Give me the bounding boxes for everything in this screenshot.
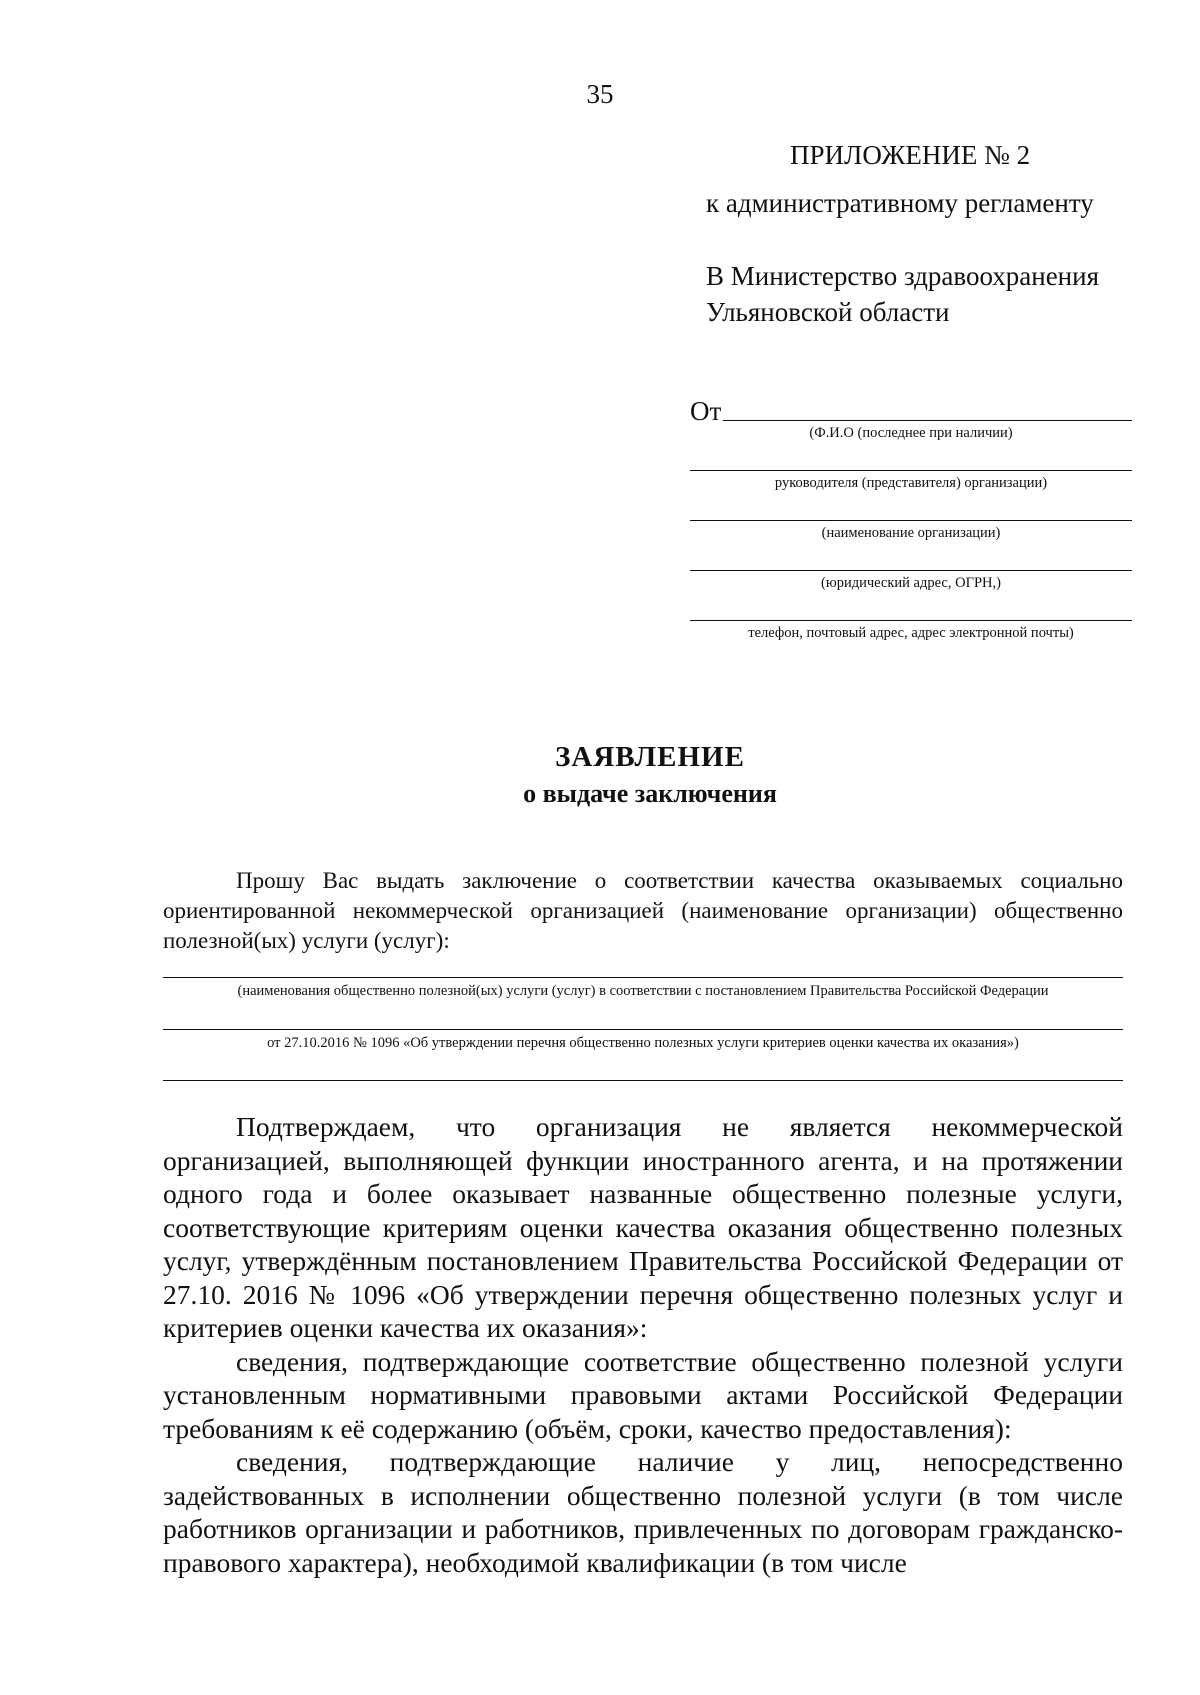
services-line-1[interactable] bbox=[163, 977, 1123, 978]
document-title: ЗАЯВЛЕНИЕ bbox=[555, 741, 745, 773]
from-org-caption: (наименование организации) bbox=[821, 525, 1001, 541]
services-caption-1: (наименования общественно полезной(ых) услуги (услуг) в соответствии с постановлением Правительства Российской Федерации bbox=[237, 983, 1049, 999]
addressee bbox=[706, 258, 1099, 330]
request-text: Прошу Вас выдать заключение о соответствии качества оказываемых социально ориентированной некоммерческой организацией (наименование организации) общественно полезной(ых) услуги (услуг): bbox=[163, 868, 1123, 953]
qualification-paragraph: сведения, подтверждающие наличие у лиц, непосредственно задействованных в исполнении общественно полезной услуги (в том числе работников организации и работников, привлеченных по договорам гражданско-правового характера), необходимой квалификации (в том числе bbox=[163, 1446, 1123, 1578]
services-line-2[interactable] bbox=[163, 1029, 1123, 1030]
from-org-line[interactable] bbox=[690, 520, 1132, 521]
services-caption-2: от 27.10.2016 № 1096 «Об утверждении перечня общественно полезных услуги критериев оценки качества их оказания») bbox=[267, 1035, 1019, 1051]
appendix-subtitle: к административному регламенту bbox=[706, 188, 1094, 218]
from-address-caption: (юридический адрес, ОГРН,) bbox=[821, 575, 1001, 591]
appendix-title: ПРИЛОЖЕНИЕ № 2 bbox=[790, 140, 1031, 170]
addressee-line-1: В Министерство здравоохранения bbox=[706, 261, 1100, 291]
from-name-line[interactable] bbox=[723, 420, 1132, 421]
from-contacts-line[interactable] bbox=[690, 620, 1132, 621]
services-line-3[interactable] bbox=[163, 1080, 1123, 1081]
from-label: От bbox=[690, 396, 722, 426]
from-contacts-caption: телефон, почтовый адрес, адрес электронной почты) bbox=[748, 625, 1074, 641]
confirmation-body bbox=[163, 1110, 1123, 1579]
service-info-paragraph: сведения, подтверждающие соответствие общественно полезной услуги установленным нормативными правовыми актами Российской Федерации требованиям к её содержанию (объём, сроки, качество предоставления): bbox=[163, 1345, 1123, 1444]
request-paragraph bbox=[163, 866, 1123, 956]
from-name-caption: (Ф.И.О (последнее при наличии) bbox=[809, 425, 1013, 441]
document-subtitle: о выдаче заключения bbox=[523, 779, 777, 808]
addressee-line-2: Ульяновской области bbox=[706, 297, 950, 327]
from-position-caption: руководителя (представителя) организации) bbox=[774, 475, 1048, 491]
from-address-line[interactable] bbox=[690, 570, 1132, 571]
confirmation-paragraph: Подтверждаем, что организация не является некоммерческой организацией, выполняющей функции иностранного агента, и на протяжении одного года и более оказывает названные общественно полезные услуги, соответствующие критериям оценки качества оказания общественно полезных услуг, утверждённым постановлением Правительства Российской Федерации от 27.10. 2016 № 1096 «Об утверждении перечня общественно полезных услуг и критериев оценки качества их оказания»: bbox=[163, 1111, 1123, 1343]
from-position-line[interactable] bbox=[690, 470, 1132, 471]
page-number: 35 bbox=[586, 79, 614, 109]
